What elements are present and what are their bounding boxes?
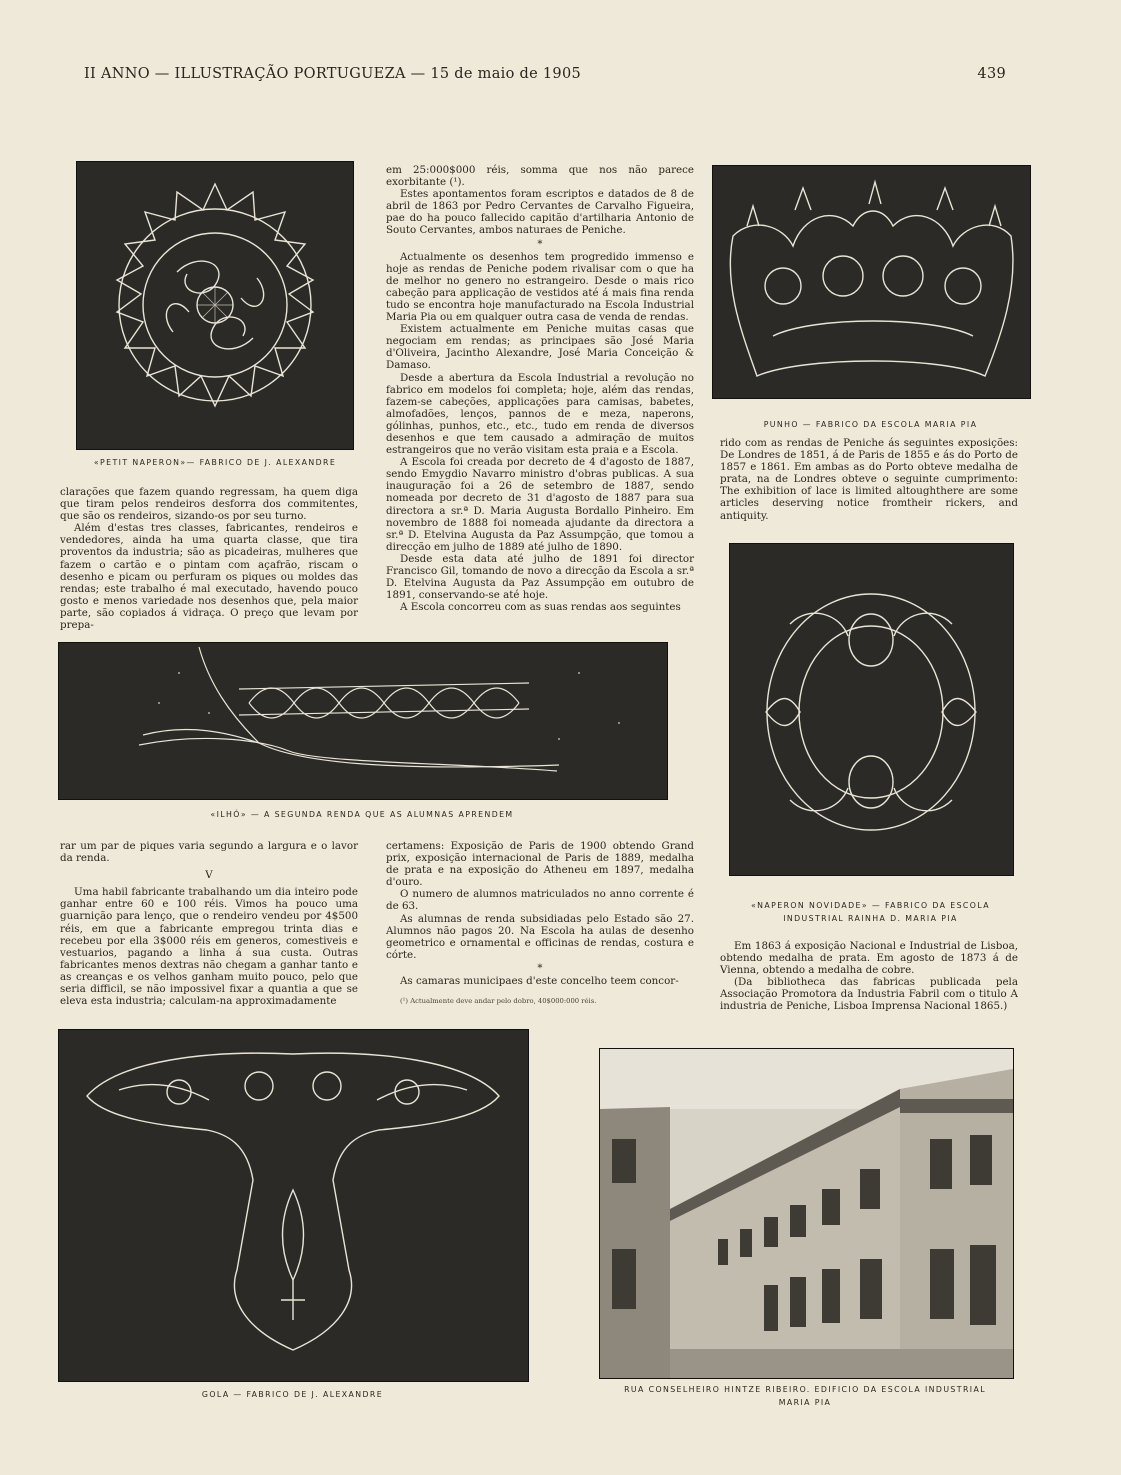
section-number: V	[205, 869, 213, 882]
paragraph: rar um par de piques varia segundo a largura e o lavor da renda.	[60, 840, 358, 865]
gola-photo	[58, 1029, 529, 1382]
ilho-photo	[58, 642, 668, 800]
paragraph: Em 1863 á exposição Nacional e Industrial de Lisboa, obtendo medalha de prata. Em agosto de 1873 á de Vienna, obtendo a medalha de cobre.	[720, 940, 1018, 977]
paragraph: em 25:000$000 réis, somma que nos não parece exorbitante (¹).	[386, 164, 694, 189]
gola-caption: GOLA — FABRICO DE J. ALEXANDRE	[201, 1390, 384, 1399]
running-head	[84, 66, 1006, 90]
petit-naperon-photo	[76, 161, 354, 450]
paragraph: A Escola concorreu com as suas rendas aos seguintes	[400, 601, 681, 614]
paragraph: Além d'estas tres classes, fabricantes, rendeiros e vendedores, ainda ha uma quarta classe, que tira proventos da industria; são as picadeiras, mulheres que fazem o cartão e o pintam com açafrão, riscam o desenho e picam ou perfuram os piques ou moldes das rendas; este trabalho é mal executado, havendo pouco gosto e menos variedade nos desenhos que, pela maior parte, são copiados á vidraça. O preço que levam por prepa-	[60, 522, 358, 632]
header-title: II ANNO — ILLUSTRAÇÃO PORTUGUEZA — 15 de maio de 1905	[84, 66, 582, 82]
middle-column-top	[386, 164, 694, 613]
paragraph: O numero de alumnos matriculados no anno corrente é de 63.	[386, 888, 694, 913]
paragraph: Estes apontamentos foram escriptos e datados de 8 de abril de 1863 por Pedro Cervantes de Carvalho Figueira, pae do ha pouco fallecido capitão d'artilharia Antonio de Souto Cervantes, ambos naturaes de Peniche.	[386, 188, 694, 237]
naperon-novidade-photo	[729, 543, 1014, 876]
right-column-top	[720, 437, 1018, 522]
footnote: (¹) Actualmente deve andar pelo dobro, 40$000:000 réis.	[400, 997, 597, 1006]
left-column-bottom	[60, 840, 358, 1007]
right-column-bottom	[720, 940, 1018, 1013]
paragraph: rido com as rendas de Peniche ás seguintes exposições: De Londres de 1851, á de Paris de 1855 e ás do Porto de 1857 e 1861. Em ambas as do Porto obteve medalha de prata, na de Londres obteve o seguinte cumprimento: The exhibition of lace is limited altoughthere are some articles deserving notice fromtheir rickers, and antiquity.	[720, 437, 1018, 522]
ilho-caption: «ILHÓ» — A SEGUNDA RENDA QUE AS ALUMNAS APRENDEM	[210, 810, 514, 819]
paragraph: A Escola foi creada por decreto de 4 d'agosto de 1887, sendo Emygdio Navarro ministro d'obras publicas. A sua inauguração foi a 26 de setembro de 1887, sendo nomeada por decreto de 31 d'agosto de 1887 para sua directora a sr.ª D. Maria Augusta Bordallo Pinheiro. Em novembro de 1888 foi nomeada ajudante da directora a sr.ª D. Etelvina Augusta da Paz Assumpção, que tomou a direcção em julho de 1889 até julho de 1890.	[386, 456, 694, 553]
paragraph: Existem actualmente em Peniche muitas casas que negociam em rendas; as principaes são José Maria d'Oliveira, Jacintho Alexandre, José Maria Conceição & Damaso.	[386, 323, 694, 372]
caption-line: «NAPERON NOVIDADE» — FABRICO DA ESCOLA	[751, 901, 990, 910]
paragraph: clarações que fazem quando regressam, ha quem diga que tiram pelos rendeiros desforra dos commitentes, que são os rendeiros, sizando-os por seu turno.	[60, 486, 358, 523]
page-number: 439	[977, 66, 1006, 82]
paragraph: Actualmente os desenhos tem progredido immenso e hoje as rendas de Peniche podem rivalisar com o que ha de melhor no genero no estrangeiro. Desde o mais rico cabeção para applicação de vestidos até á mais fina renda tudo se encontra hoje manufacturado na Escola Industrial Maria Pia ou em qualquer outra casa de venda de rendas.	[386, 250, 694, 324]
paragraph: As alumnas de renda subsidiadas pelo Estado são 27. Alumnos não pagos 20. Na Escola ha aulas de desenho geometrico e ornamental e officinas de rendas, costura e córte.	[386, 912, 694, 961]
left-column-top	[60, 486, 358, 631]
separator: *	[537, 961, 543, 974]
paragraph: Desde esta data até julho de 1891 foi director Francisco Gil, tomando de novo a direcção da Escola a sr.ª D. Etelvina Augusta da Paz Assumpção em outubro de 1891, conservando-se até hoje.	[386, 552, 694, 602]
paragraph: As camaras municipaes d'este concelho teem concor-	[400, 974, 679, 987]
paragraph: (Da bibliotheca das fabricas publicada pela Associação Promotora da Industria Fabril com o titulo A industria de Peniche, Lisboa Imprensa Nacional 1865.)	[720, 976, 1018, 1013]
petit-naperon-caption: «PETIT NAPERON»— FABRICO DE J. ALEXANDRE	[93, 458, 337, 467]
punho-caption: PUNHO — FABRICO DA ESCOLA MARIA PIA	[763, 420, 978, 429]
separator: *	[537, 237, 543, 250]
paragraph: certamens: Exposição de Paris de 1900 obtendo Grand prix, exposição internacional de Paris de 1889, medalha de prata e na exposição do Atheneu em 1897, medalha d'ouro.	[386, 840, 694, 889]
naperon-novidade-caption	[712, 899, 1029, 925]
caption-line: MARIA PIA	[778, 1398, 832, 1407]
caption-line: RUA CONSELHEIRO HINTZE RIBEIRO. EDIFICIO DA ESCOLA INDUSTRIAL	[624, 1385, 986, 1394]
middle-column-bottom	[386, 840, 694, 1007]
paragraph: Desde a abertura da Escola Industrial a revolução no fabrico em modelos foi completa; hoje, além das rendas, fazem-se cabeções, applicações para camisas, babetes, almofadões, lenços, pannos de e meza, naperons, gólinhas, punhos, etc., etc., tudo em renda de diversos desenhos e que tem causado a admiração de muitos estrangeiros que no verão visitam esta praia e a Escola.	[386, 371, 694, 457]
rua-photo	[599, 1048, 1014, 1379]
caption-line: INDUSTRIAL RAINHA D. MARIA PIA	[783, 914, 958, 923]
paragraph: Uma habil fabricante trabalhando um dia inteiro pode ganhar entre 60 e 100 réis. Vimos ha pouco uma guarnição para lenço, que o rendeiro vendeu por 4$500 réis, em que a fabricante empregou trinta dias e recebeu por ella 3$000 réis em generos, comestiveis e vestuarios, pagando a linha á sua custa. Outras fabricantes menos dextras não chegam a ganhar tanto e as creanças e os velhos ganham muito pouco, pelo que seria difficil, se não impossivel fixar a quantia a que se eleva esta industria; calculam-na approximadamente	[60, 886, 358, 1008]
punho-photo	[712, 165, 1031, 399]
rua-caption	[585, 1383, 1025, 1409]
